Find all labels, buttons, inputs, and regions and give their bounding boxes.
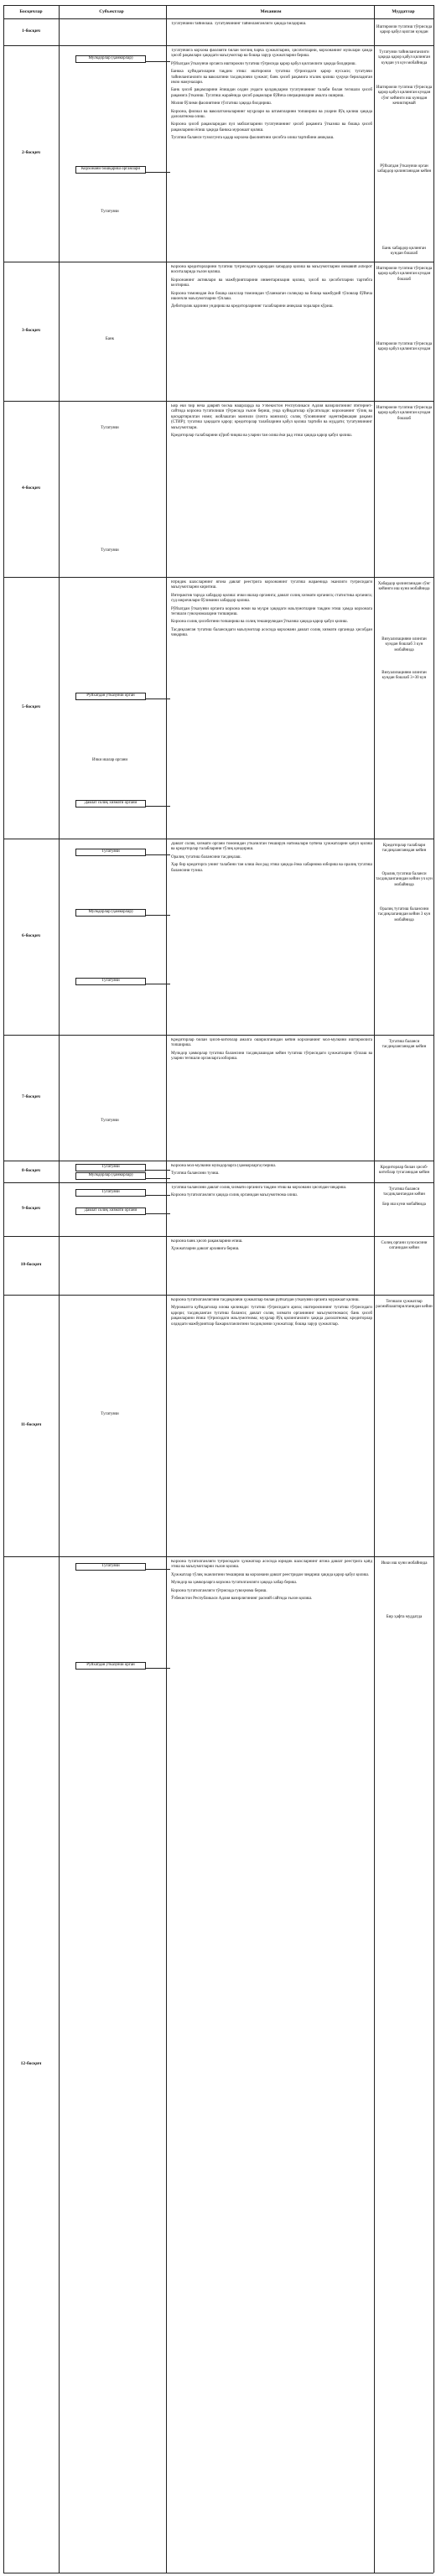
mechanism-paragraph: Корхона кредиторларини тугатиш тўғрисидаги қарордан хабардор қилиш ва маълумотларни оммавий ахборот воситаларида эълон қилиш. bbox=[171, 265, 372, 275]
subject-entity: Ички ишлар органи bbox=[91, 758, 128, 762]
row-divider bbox=[3, 5, 433, 6]
mechanism-paragraph: Ўзбекистон Республикаси Адлия вазирлигининг расмий сайтида эълон қилиш. bbox=[171, 1597, 313, 1602]
header-mechanism: Механизм bbox=[260, 9, 282, 14]
subject-entity: Тугатувчи bbox=[75, 978, 146, 985]
mechanism-paragraph: Давлат солиқ хизмати органи томонидан ўтказилган текширув натижалари бўйича ҳужжатларни қабул қилиш ва кредиторлар талабларини тўлиқ қондириш. bbox=[171, 842, 372, 852]
mechanism-paragraph: Бир ёки бир неча даврий босма нашрларда ва Ўзбекистон Республикаси Адлия вазирлигининг Интернет-сайтида корхона тугатилиши тўғрисида эълон бериш, унда қуйидагилар кўрсатилади: корхонанинг тўлиқ ва қисқартирилган номи; жойлашган манзили (почта манзили); солиқ тўловчининг идентификация рақами (СТИР); тугатиш ҳақидаги қарор; кредиторлар талабларини қабул қилиш тартиби ва муддати; тугатувчининг маълумотлари. bbox=[171, 404, 372, 430]
mechanism-paragraph: Корхона мол-мулкини мулкдорларга (ҳамкорларга) бериш. bbox=[171, 1164, 277, 1168]
subject-entity: Рўйхатдан ўтказувчи орган bbox=[75, 693, 146, 700]
column-divider bbox=[433, 5, 434, 2573]
subject-entity: Тугатувчи bbox=[75, 1563, 146, 1571]
header-stage: Босқичлар bbox=[19, 9, 43, 14]
column-divider bbox=[374, 5, 375, 2573]
deadline-text: Рўйхатдан ўтказувчи орган хабардор қилинганидан кейин bbox=[376, 164, 432, 174]
mechanism-text bbox=[171, 1298, 372, 1330]
deadline-text: Икки иш куни мобайнида bbox=[381, 1561, 428, 1566]
stage-label: 6-босқич bbox=[22, 933, 40, 938]
subject-entity: Давлат солиқ хизмати органи bbox=[75, 1208, 146, 1215]
mechanism-text bbox=[171, 22, 372, 29]
subject-connector bbox=[145, 172, 170, 173]
mechanism-paragraph: Ҳужжатларни давлат архивига бериш. bbox=[171, 1247, 240, 1252]
subject-connector bbox=[145, 1213, 170, 1214]
mechanism-paragraph: Ҳужжатлар тўлиқ эканлигини текшириш ва корхонани давлат реестридан чиқариш ҳақида қарор қабул қилиш. bbox=[171, 1572, 370, 1577]
mechanism-paragraph: Корхона тугатилганлигини тасдиқловчи ҳужжатлар билан рўйхатдан ўтказувчи органга мурожаат қилиш. bbox=[171, 1298, 360, 1302]
mechanism-paragraph: Ҳар бир кредиторга унинг талабини тан олиш ёки рад этиш ҳақида ёзма хабарнома юбориш ва оралиқ тугатиш балансини тузиш. bbox=[171, 863, 372, 873]
deadline-text: Тугатувчи тайинланганлиги ҳақида қарор қабул қилинган кундан уч кун мобайнида bbox=[377, 50, 431, 65]
deadline-text: Хабардор қилинганидан сўнг кейинги иш куни мобайнида bbox=[377, 582, 431, 592]
deadline-text: Иштирокчи тугатиш тўғрисида қарор қабул қилинган кундан сўнг кейинги иш кунидан кечиктирмай bbox=[376, 86, 433, 106]
row-divider bbox=[3, 1182, 433, 1183]
mechanism-paragraph: Оралиқ тугатиш балансини тасдиқлаш. bbox=[171, 854, 241, 860]
deadline-text: Иштирокчи тугатиш тўғрисида қарор қабул қилган кундан bbox=[376, 25, 433, 35]
header-deadlines: Муддатлар bbox=[392, 9, 415, 14]
deadline-text: Оралиқ тугатиш балансини тасдиқлаганидан кейин 3 кун мобайнида bbox=[377, 907, 431, 922]
deadline-text: Иштирокчи тугатиш тўғрисида қарор қабул қилинган кундан бошлаб bbox=[376, 267, 433, 282]
stage-label: 12-босқич bbox=[20, 2061, 42, 2066]
column-divider bbox=[166, 5, 167, 2573]
subject-entity: Тугатувчи bbox=[101, 210, 119, 214]
mechanism-paragraph: Корхона, филиал ва ваколатхоналарнинг муҳрлари ва штампларини топшириш ва уларни йўқ қилиш ҳақида далолатнома олиш. bbox=[171, 109, 372, 120]
mechanism-text bbox=[171, 1186, 372, 1202]
subject-entity: Тугатувчи bbox=[101, 426, 119, 430]
subject-entity: Тугатувчи bbox=[75, 1164, 146, 1171]
mechanism-text bbox=[171, 1560, 372, 1604]
header-subjects: Субъектлар bbox=[99, 9, 124, 14]
row-divider bbox=[3, 1035, 433, 1036]
stage-label: 11-босқич bbox=[20, 1422, 42, 1427]
mechanism-paragraph: Молия бўлими фаолиятини тўхтатиш ҳақида билдириш. bbox=[171, 101, 272, 106]
subject-connector bbox=[145, 854, 170, 855]
mechanism-text bbox=[171, 1038, 372, 1065]
deadline-text: Кредиторлар билан ҳисоб-китоблар тугаганидан кейин bbox=[378, 1166, 430, 1176]
column-divider bbox=[3, 5, 4, 2573]
mechanism-paragraph: Тугатиш баланси тузилгунга қадар корхона фаолиятини ҳисобга олиш тартибини аниқлаш. bbox=[171, 136, 335, 141]
mechanism-paragraph: Рўйхатдан ўтказувчи органга корхона номи ва муҳри ҳақидаги маълумотларни тақдим этиш ҳамда корхонага тегишли гувоҳномаларни топшириш. bbox=[171, 606, 372, 617]
mechanism-text bbox=[171, 49, 372, 144]
subject-entity: Тугатувчи bbox=[75, 849, 146, 856]
deadline-text: Оралиқ тугатиш баланси тасдиқланганидан кейин уч кун мобайнида bbox=[376, 872, 433, 887]
subject-entity: Рўйхатдан ўтказувчи орган bbox=[75, 1662, 146, 1670]
mechanism-paragraph: Кредиторлар билан ҳисоб-китоблар амалга оширилганидан кейин корхонанинг мол-мулкини иштирокчига топшириш. bbox=[171, 1038, 372, 1048]
subject-connector bbox=[145, 806, 170, 807]
mechanism-paragraph: Банкка қуйидагиларни тақдим этиш: иштирокчи тугатиш тўғрисидаги қарор нусхаси; тугатувчи тайинланганлиги ва ваколатини тасдиқловчи ҳужжат; банк ҳисоб рақамига эгалик қилиш ҳуқуқи бериладиган имзо намуналари. bbox=[171, 70, 372, 86]
mechanism-paragraph: Корхона тугатилганлиги тўғрисида гувоҳнома бериш. bbox=[171, 1588, 267, 1593]
stage-label: 7-босқич bbox=[22, 1094, 40, 1099]
stage-label: 5-босқич bbox=[22, 704, 40, 709]
deadline-text: Кредиторлар талаблари тасдиқланганидан кейин bbox=[382, 844, 427, 854]
row-divider bbox=[3, 1295, 433, 1296]
deadline-text: Тугатиш баланси тасдиқланганидан кейин bbox=[382, 1040, 427, 1050]
mechanism-text bbox=[171, 842, 372, 876]
deadline-text: Иштирокчи тугатиш тўғрисида қарор қабул қилинган кундан bbox=[376, 342, 433, 352]
stage-label: 10-босқич bbox=[20, 1262, 42, 1267]
mechanism-paragraph: Тасдиқланган тугатиш балансидаги маълумотлар асосида корхонани давлат солиқ хизмати органида ҳисобдан чиқариш. bbox=[171, 627, 372, 638]
deadline-text: Визуализацияни олинган кундан бошлаб 3 кун мобайнида bbox=[382, 637, 427, 652]
subject-entity: Тугатувчи bbox=[101, 1412, 119, 1416]
mechanism-paragraph: Банк ҳисоб рақамларини ёпишдан олдин ундаги қолдиқларни тугатувчининг талаби билан тегишли ҳисоб рақамига ўтказиш. Тугатиш жараёнида ҳисоб рақамлари бўйича операцияларни амалга ошириш. bbox=[171, 88, 372, 98]
mechanism-paragraph: Мурожаатга қуйидагилар илова қилинади: тугатиш тўғрисидаги ариза; иштирокчининг тугатиш тўғрисидаги қарори; тасдиқланган тугатиш баланси; давлат солиқ хизмати органининг маълумотномаси; банк ҳисоб рақамларини ёпиш тўғрисидаги маълумотнома; муҳрлар йўқ қилинганлиги ҳақида далолатнома; кредиторлар олдидаги мажбуриятлар бажарилганлигини тасдиқловчи ҳужжатлар; бошқа зарур ҳужжатлар. bbox=[171, 1306, 372, 1327]
mechanism-text bbox=[171, 1164, 372, 1180]
stage-label: 3-босқич bbox=[22, 328, 40, 333]
subject-connector bbox=[145, 1170, 170, 1171]
mechanism-paragraph: Корхона тугатилганлиги ҳақида солиқ органидан маълумотнома олиш. bbox=[171, 1193, 298, 1198]
subject-connector bbox=[145, 1668, 170, 1669]
deadline-text: Визуализацияни олинган кундан бошлаб 3+30 кун bbox=[382, 671, 427, 681]
row-divider bbox=[3, 45, 433, 46]
column-divider bbox=[59, 5, 60, 2573]
row-divider bbox=[3, 577, 433, 578]
subject-entity: Банк bbox=[105, 337, 115, 341]
mechanism-paragraph: Тугатиш балансини тузиш. bbox=[171, 1171, 220, 1176]
deadline-text: Банк хабардор қилинган кундан бошлаб bbox=[382, 247, 426, 257]
mechanism-paragraph: Корхона солиқ ҳисоботини топшириш ва солиқ текширувидан ўтказиш ҳақида қарор қабул қилиш. bbox=[171, 620, 348, 625]
subject-entity: Мулкдорлар (ҳамкорлар) bbox=[75, 1172, 146, 1180]
row-divider bbox=[3, 401, 433, 402]
subject-entity: Тугатувчи bbox=[101, 548, 119, 553]
mechanism-paragraph: Корхонанинг активлари ва мажбуриятларини инвентаризация қилиш, ҳисоб ва ҳисоботларни тартибга келтириш. bbox=[171, 278, 372, 288]
mechanism-paragraph: Тугатувчига корхона фаолияти билан боғлиқ барча ҳужжатларни, ҳисоботларни, корхонанинг мулклари ҳамда ҳисоб рақамлари ҳақидаги маълумотлар ва бошқа зарур ҳужжатларни бериш. bbox=[171, 49, 372, 59]
mechanism-paragraph: Мулкдор ва ҳамкорларга корхона тугатилганлиги ҳақида хабар бериш. bbox=[171, 1581, 298, 1586]
stage-label: 4-босқич bbox=[22, 486, 40, 491]
subject-connector bbox=[145, 1178, 170, 1179]
subject-connector bbox=[145, 61, 170, 62]
row-divider bbox=[3, 1556, 433, 1557]
deadline-text: Тугатиш баланси тасдиқлангандан кейин bbox=[383, 1187, 425, 1197]
mechanism-text bbox=[171, 404, 372, 441]
mechanism-text bbox=[171, 1239, 372, 1255]
deadline-text: Иштирокчи тугатиш тўғрисида қарор қабул қилинган кундан бошлаб bbox=[376, 406, 433, 421]
stage-label: 2-босқич bbox=[22, 150, 40, 155]
deadline-text: Бир ҳафта муддатда bbox=[386, 1615, 423, 1619]
mechanism-text bbox=[171, 265, 372, 313]
mechanism-paragraph: Дебиторлик қарзини ундириш ва кредиторларнинг талабларини аниқлаш чоралари кўриш. bbox=[171, 304, 334, 309]
row-divider bbox=[3, 1236, 433, 1237]
deadline-text: Бир иш куни мобайнида bbox=[382, 1202, 426, 1207]
row-divider bbox=[3, 18, 433, 19]
mechanism-paragraph: Юридик шахсларнинг ягона давлат реестрига корхонанинг тугатиш жараёнида эканлиги тўғрисидаги маълумотларни киритиш. bbox=[171, 580, 372, 590]
mechanism-paragraph: Рўйхатдан ўтказувчи органга иштирокчи тугатиш тўғрисида қарор қабул қилганлиги ҳақида билдириш. bbox=[171, 61, 356, 66]
mechanism-paragraph: Корхона банк ҳисоб рақамларини ёпиш. bbox=[171, 1239, 243, 1244]
mechanism-paragraph: Тугатувчини тайинлаш. Тугатувчининг тайинланганлиги ҳақида билдириш. bbox=[171, 22, 307, 26]
subject-entity: Мулкдорлар (ҳамкорлар) bbox=[75, 909, 146, 917]
subject-entity: Корхонани бошқариш органлари bbox=[75, 166, 146, 174]
subject-entity: Тугатувчи bbox=[75, 1189, 146, 1197]
mechanism-paragraph: Мулкдор ҳамкорлар тугатиш балансини тасдиқлашидан кейин тугатиш тўғрисидаги ҳужжатларни тўплаш ва уларни тегишли органларга юбориш. bbox=[171, 1051, 372, 1062]
mechanism-paragraph: Корхона ҳисоб рақамларидан пул маблағларини тугатувчининг ҳисоб рақамига ўтказиш ва бошқа ҳисоб рақамларини ёпиш ҳақида банкка мурожаат қилиш. bbox=[171, 122, 372, 132]
mechanism-text bbox=[171, 580, 372, 641]
mechanism-paragraph: Интерактив тарзда хабардор қилиш: ички ишлар органига; давлат солиқ хизмати органига; статистика органига; суд ижрочилари бўлимини хабардор қилиш. bbox=[171, 593, 372, 604]
subject-entity: Мулкдорлар (ҳамкорлар) bbox=[75, 55, 146, 63]
mechanism-paragraph: Корхона томонидан ёки бошқа шахслар томонидан тўланмаган солиқлар ва бошқа мажбурий тўловлар бўйича ишончли маълумотларни тўплаш. bbox=[171, 291, 372, 302]
subject-connector bbox=[145, 915, 170, 916]
subject-entity: Давлат солиқ хизмати органи bbox=[75, 800, 146, 808]
deadline-text: Солиқ органи хулосасини олганидан кейин bbox=[381, 1241, 428, 1251]
subject-connector bbox=[145, 1195, 170, 1196]
mechanism-paragraph: Кредиторлар талабларини кўриб чиқиш ва уларни тан олиш ёки рад этиш ҳақида қарор қабул қилиш. bbox=[171, 434, 352, 439]
subject-connector bbox=[145, 1569, 170, 1570]
stage-label: 9-босқич bbox=[22, 1206, 40, 1211]
stage-label: 8-босқич bbox=[22, 1168, 40, 1173]
subject-entity: Тугатувчи bbox=[101, 1119, 119, 1123]
mechanism-paragraph: Тугатиш балансини давлат солиқ хизмати органига тақдим этиш ва корхонани ҳисобдан чиқариш. bbox=[171, 1186, 347, 1190]
mechanism-paragraph: Корхона тугатилганлиги тўғрисидаги ҳужжатлар асосида юридик шахсларнинг ягона давлат реестрига қайд этиш ва маълумотларни эълон қилиш. bbox=[171, 1560, 372, 1570]
deadline-text: Тегишли ҳужжатлар расмийлаштирилганидан кейин bbox=[376, 1300, 433, 1310]
stage-label: 1-босқич bbox=[22, 29, 40, 34]
